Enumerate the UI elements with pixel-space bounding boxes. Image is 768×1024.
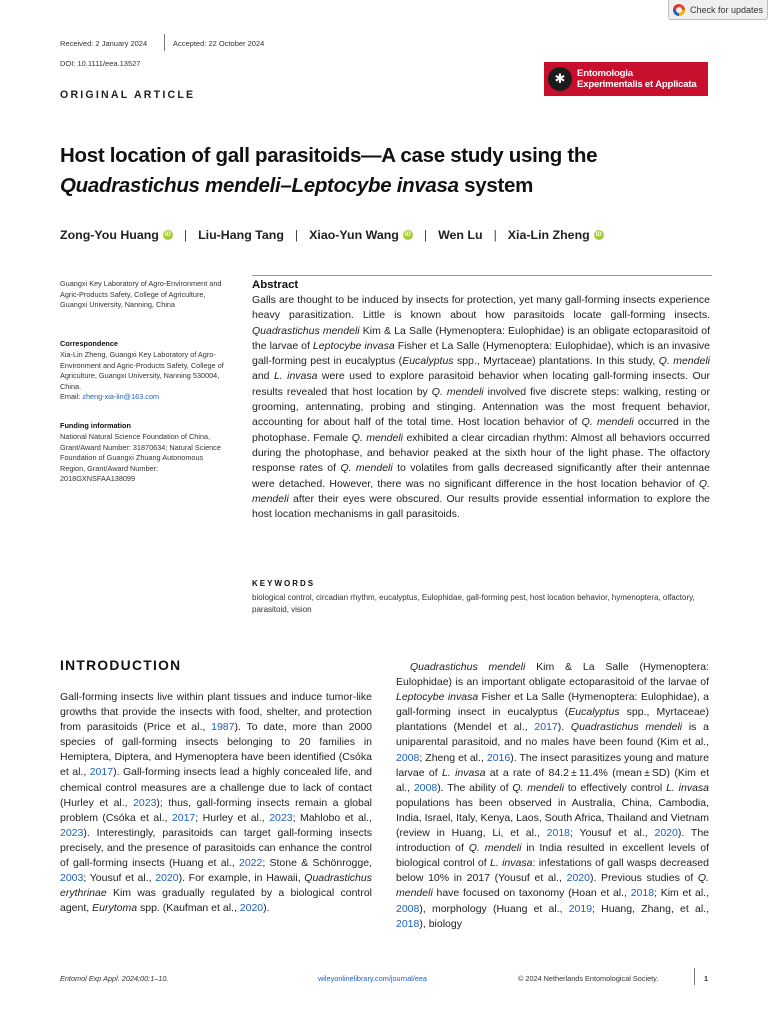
email-link[interactable]: zheng-xia-lin@163.com [82,392,160,402]
citation-link[interactable]: 2018 [546,827,570,840]
check-for-updates-label: Check for updates [689,4,764,15]
citation-link[interactable]: 2023 [60,826,84,839]
funding-text: National Natural Science Foundation of China, Grant/Award Number: 31870634; Natural Science Foundation of Guangxi Zhuang Autonomous Region, Grant/Award Number: 2018GXNSFAA138099 [60,432,221,484]
orcid-icon[interactable]: iD [595,232,602,238]
citation-link[interactable]: 2023 [133,796,157,809]
author-list [60,228,604,242]
citation-link[interactable]: 2016 [486,751,511,764]
page-number: 1 [704,974,709,983]
intro-column-right: Quadrastichus mendeli Kim & La Salle (Hymenoptera: Eulophidae) is an important obligate ectoparasitoid of the larvae of Leptocybe invasa Fisher et La Salle (Hymenoptera: Eulophidae), a gall-forming insect in eucalyptus (Eucalyptus spp., Myrtaceae) plantations (Mendel et al., 2017). Quadrastichus mendeli is a uniparental parasitoid, and no males have been found (Kim et al., 2008; Zheng et al., 2016). The insect parasitizes young and mature larvae of L. invasa at a rate of 84.2 ± 11.4% (mean ± SD) (Kim et al., 2008). The ability of Q. mendeli to effectively control L. invasa populations has been observed in Australia, China, Cambodia, India, Israel, Italy, Kenya, Laos, South Africa, Thailand and Vietnam (review in Huang, Li, et al., 2018; Yousuf et al., 2020). The introduction of Q. mendeli in India resulted in excellent levels of biological control of L. invasa: infestations of gall wasps decreased below 10% in 2017 (Yousuf et al., 2020). Previous studies of Q. mendeli have focused on taxonomy (Hoan et al., 2018; Kim et al., 2008), morphology (Huang et al., 2019; Huang, Zhang, et al., 2018), biology [396,661,710,930]
author-separator: | [183,228,188,242]
article-title: Host location of gall parasitoids—A case study using the Quadrastichus mendeli–Leptocybe invasa system [60,144,598,197]
footer-divider [694,968,695,985]
citation-link[interactable]: 2020 [654,827,678,840]
citation-link[interactable]: 2003 [60,872,84,885]
journal-logo[interactable] [544,62,708,96]
funding-heading: Funding information [60,421,131,430]
meta-divider [164,34,165,51]
correspondence-text: Xia-Lin Zheng, Guangxi Key Laboratory of Agro-Environment and Agric-Products Safety, College of Agriculture, Guangxi University, Nanning 530004, China. Email: zheng-xia-lin@163.com [60,350,224,402]
author-name[interactable]: Zong-You Huang [60,228,159,242]
article-type: ORIGINAL ARTICLE [60,89,196,101]
orcid-icon[interactable]: iD [164,232,171,238]
orcid-icon[interactable]: iD [404,232,411,238]
affiliation: Guangxi Key Laboratory of Agro-Environment and Agric-Products Safety, College of Agriculture, Guangxi University, Nanning, China [60,279,222,310]
received-date: Received: 2 January 2024 [60,39,148,48]
citation-link[interactable]: 2008 [396,751,420,764]
keywords-list: biological control, circadian rhythm, eucalyptus, Eulophidae, gall-forming pest, host location behavior, hymenoptera, olfactory, parasitoid, vision [252,593,695,614]
citation-link[interactable]: 2023 [269,811,293,824]
author-separator: | [493,228,497,242]
citation-link[interactable]: 2008 [413,781,438,794]
check-for-updates-button[interactable] [668,0,768,20]
citation-link[interactable]: 2020 [239,902,264,915]
citation-link[interactable]: 2022 [238,857,263,870]
intro-column-left: Gall-forming insects live within plant tissues and induce tumor-like growths that provide the insects with food, shelter, and protection from parasitoids (Price et al., 1987). To date, more than 2000 species of gall-forming insects belonging to 20 families in Hemiptera, Diptera, and Hymenoptera have been identified (Csóka et al., 2017). Gall-forming insects lead a highly concealed life, and chemical control measures are a challenge due to lack of contact (Hurley et al., 2023); thus, gall-forming insects remain a global problem (Csóka et al., 2017; Hurley et al., 2023; Mahlobo et al., 2023). Interestingly, parasitoids can target gall-forming insects precisely, and the presence of parasitoids can enhance the control of gall-forming insects (Huang et al., 2022; Stone & Schönrogge, 2003; Yousuf et al., 2020). For example, in Hawaii, Quadrastichus erythrinae Kim was gradually regulated by a biological control agent, Eurytoma spp. (Kaufman et al., 2020). [60,691,372,915]
citation-link[interactable]: 2017 [89,766,114,779]
footer-copyright: © 2024 Netherlands Entomological Society. [518,974,659,983]
author-name[interactable]: Xia-Lin Zheng [507,228,590,242]
author-name[interactable]: Wen Lu [438,228,483,242]
keywords-heading: KEYWORDS [252,579,316,588]
abstract-text: Galls are thought to be induced by insects for protection, yet many gall-forming insects experience heavy parasitization. Little is known about how parasitoids locate gall-forming insects. Quadrastichus mendeli Kim & La Salle (Hymenoptera: Eulophidae) is an obligate ectoparasitoid of the larvae of Leptocybe invasa Fisher et La Salle (Hymenoptera: Eulophidae), which is an invasive gall-forming pest in eucalyptus (Eucalyptus spp., Myrtaceae) plantations. In this study, Q. mendeli and L. invasa were used to explore parasitoid behavior when locating gall-forming insects. Our results revealed that host location by Q. mendeli involved five discrete steps: walking, resting or grooming, antennating, probing and stinging. Antennation was the most frequent behavior, accounting for about half of the total time. Host location behavior of Q. mendeli occurred in the photophase. Female Q. mendeli exhibited a clear circadian rhythm: Almost all behaviors occurred during the photophase, and behavior peaked at the sixth hour of the light phase. The olfactory response rates of Q. mendeli to volatiles from galls decreased significantly after their antennae were detached. However, there was no significant difference in the host location behavior of Q. mendeli after their eyes were obscured. Our results provide essential information to explore the host location mechanisms in gall parasitoids. [252,294,710,521]
footer-citation: Entomol Exp Appl. 2024;00:1–10. [60,974,169,983]
introduction-heading: INTRODUCTION [60,658,182,673]
citation-link[interactable]: 1987 [211,721,235,734]
crossmark-icon [673,4,685,16]
citation-link[interactable]: 2017 [534,721,558,734]
citation-link[interactable]: 2020 [155,872,179,885]
abstract-heading: Abstract [252,279,299,291]
citation-link[interactable]: 2019 [568,902,593,915]
journal-name: Entomologia Experimentalis et Applicata [577,68,697,90]
citation-link[interactable]: 2020 [566,872,590,885]
author-separator: | [294,228,299,242]
accepted-date: Accepted: 22 October 2024 [173,39,265,48]
author-name[interactable]: Liu-Hang Tang [198,228,284,242]
author-name[interactable]: Xiao-Yun Wang [309,228,399,242]
citation-link[interactable]: 2017 [171,811,196,824]
abstract-rule [252,275,712,276]
citation-link[interactable]: 2018 [630,887,655,900]
citation-link[interactable]: 2008 [396,902,420,915]
correspondence-heading: Correspondence [60,339,118,348]
doi[interactable]: DOI: 10.1111/eea.13527 [60,59,141,68]
footer-journal-link[interactable]: wileyonlinelibrary.com/journal/eea [318,974,427,983]
citation-link[interactable]: 2018 [396,917,420,930]
author-separator: | [423,228,428,242]
insect-logo-icon: ✱ [548,67,572,91]
